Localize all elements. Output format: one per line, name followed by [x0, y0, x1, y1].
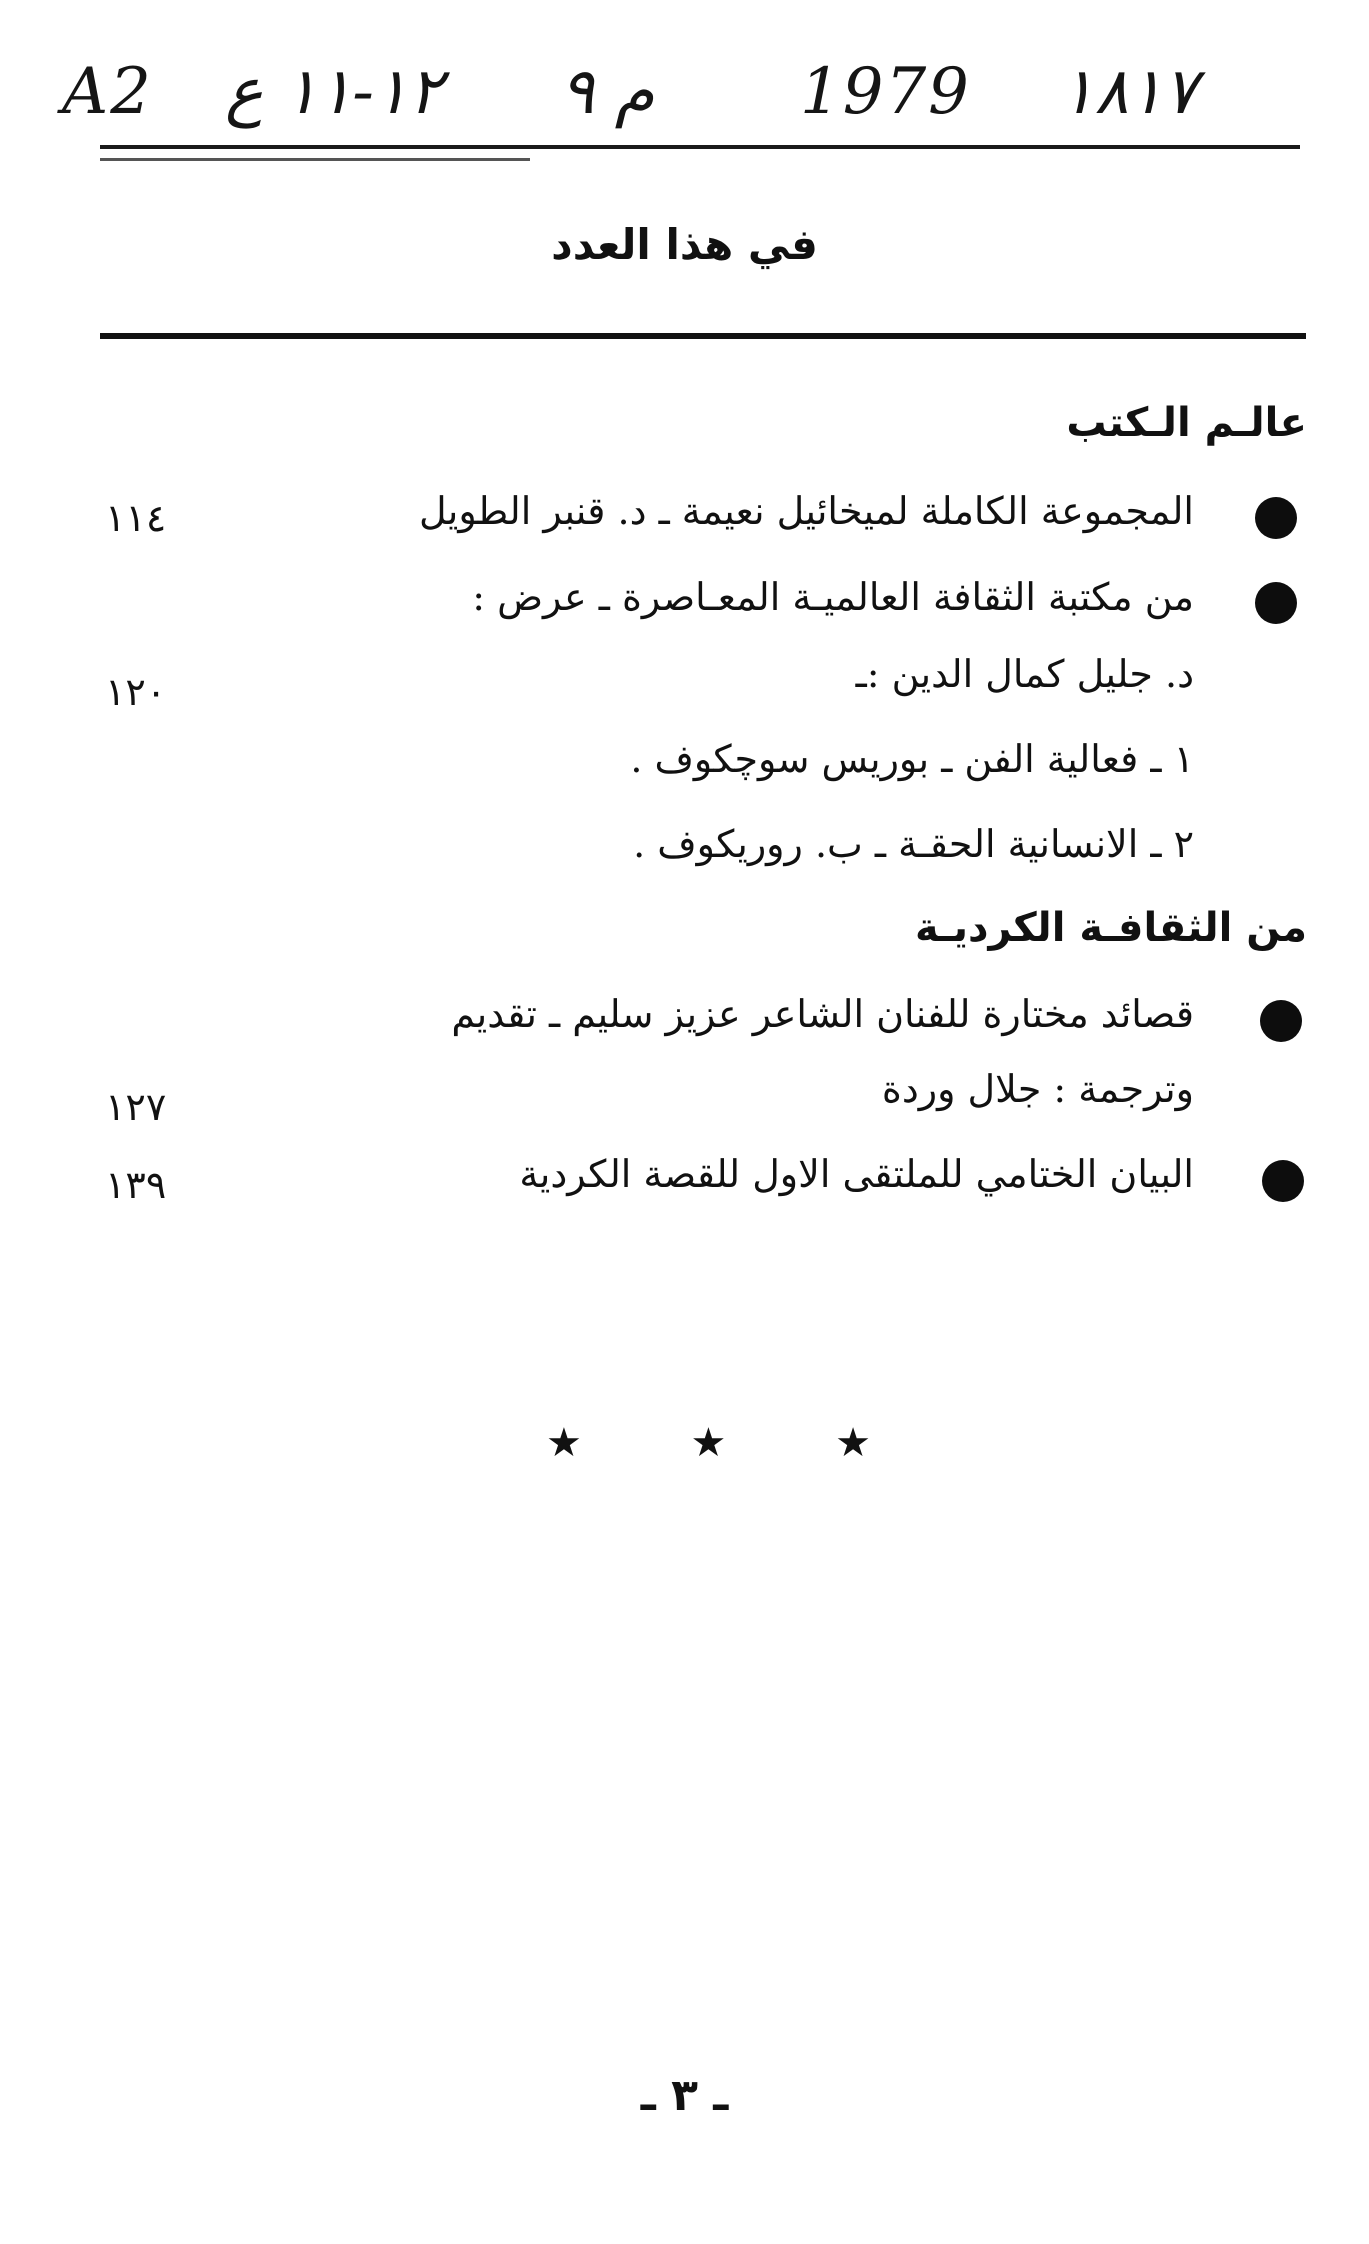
filled-circle-icon — [1260, 1000, 1302, 1042]
toc-entry-3-line-1: قصائد مختارة للفنان الشاعر عزيز سليم ـ تقديم — [451, 992, 1194, 1036]
filled-circle-icon — [1262, 1160, 1304, 1202]
handwritten-underline — [100, 145, 1300, 149]
handwritten-year: 1979 — [800, 55, 971, 129]
section-heading-kurdish-culture: من الثقافـة الكرديـة — [915, 905, 1307, 951]
toc-page-1: ١١٤ — [105, 496, 167, 540]
section-heading-books: عالـم الـكتب — [1066, 400, 1307, 446]
toc-page-4: ١٣٩ — [105, 1163, 167, 1207]
handwritten-number: ١٨١٧ — [1060, 55, 1198, 129]
toc-page-2: ١٢٠ — [105, 670, 167, 714]
toc-entry-4: البيان الختامي للملتقى الاول للقصة الكردية — [519, 1152, 1194, 1196]
handwritten-ref: A2 — [62, 55, 153, 129]
toc-subentry-1: ١ ـ فعالية الفن ـ بوريس سوچكوف . — [630, 737, 1194, 781]
filled-circle-icon — [1255, 497, 1297, 539]
handwritten-underline-short — [100, 158, 530, 161]
page-number: ـ ٣ ـ — [640, 2070, 729, 2121]
toc-entry-3-line-2: وترجمة : جلال وردة — [881, 1067, 1194, 1111]
toc-entry-1: المجموعة الكاملة لميخائيل نعيمة ـ د. قنبر الطويل — [419, 489, 1194, 533]
page-title: في هذا العدد — [551, 220, 818, 269]
toc-entry-2-line-1: من مكتبة الثقافة العالميـة المعـاصرة ـ عرض : — [472, 575, 1194, 619]
title-divider — [100, 333, 1306, 339]
handwritten-code: ١٢-١١ ع — [225, 55, 443, 129]
handwritten-volume: م ٩ — [560, 55, 655, 129]
toc-subentry-2: ٢ ـ الانسانية الحقـة ـ ب. روريكوف . — [633, 822, 1194, 866]
toc-page-3: ١٢٧ — [105, 1085, 167, 1129]
toc-entry-2-line-2: د. جليل كمال الدين :ـ — [855, 652, 1194, 696]
filled-circle-icon — [1255, 582, 1297, 624]
star-separator: ★ ★ ★ — [545, 1420, 919, 1466]
